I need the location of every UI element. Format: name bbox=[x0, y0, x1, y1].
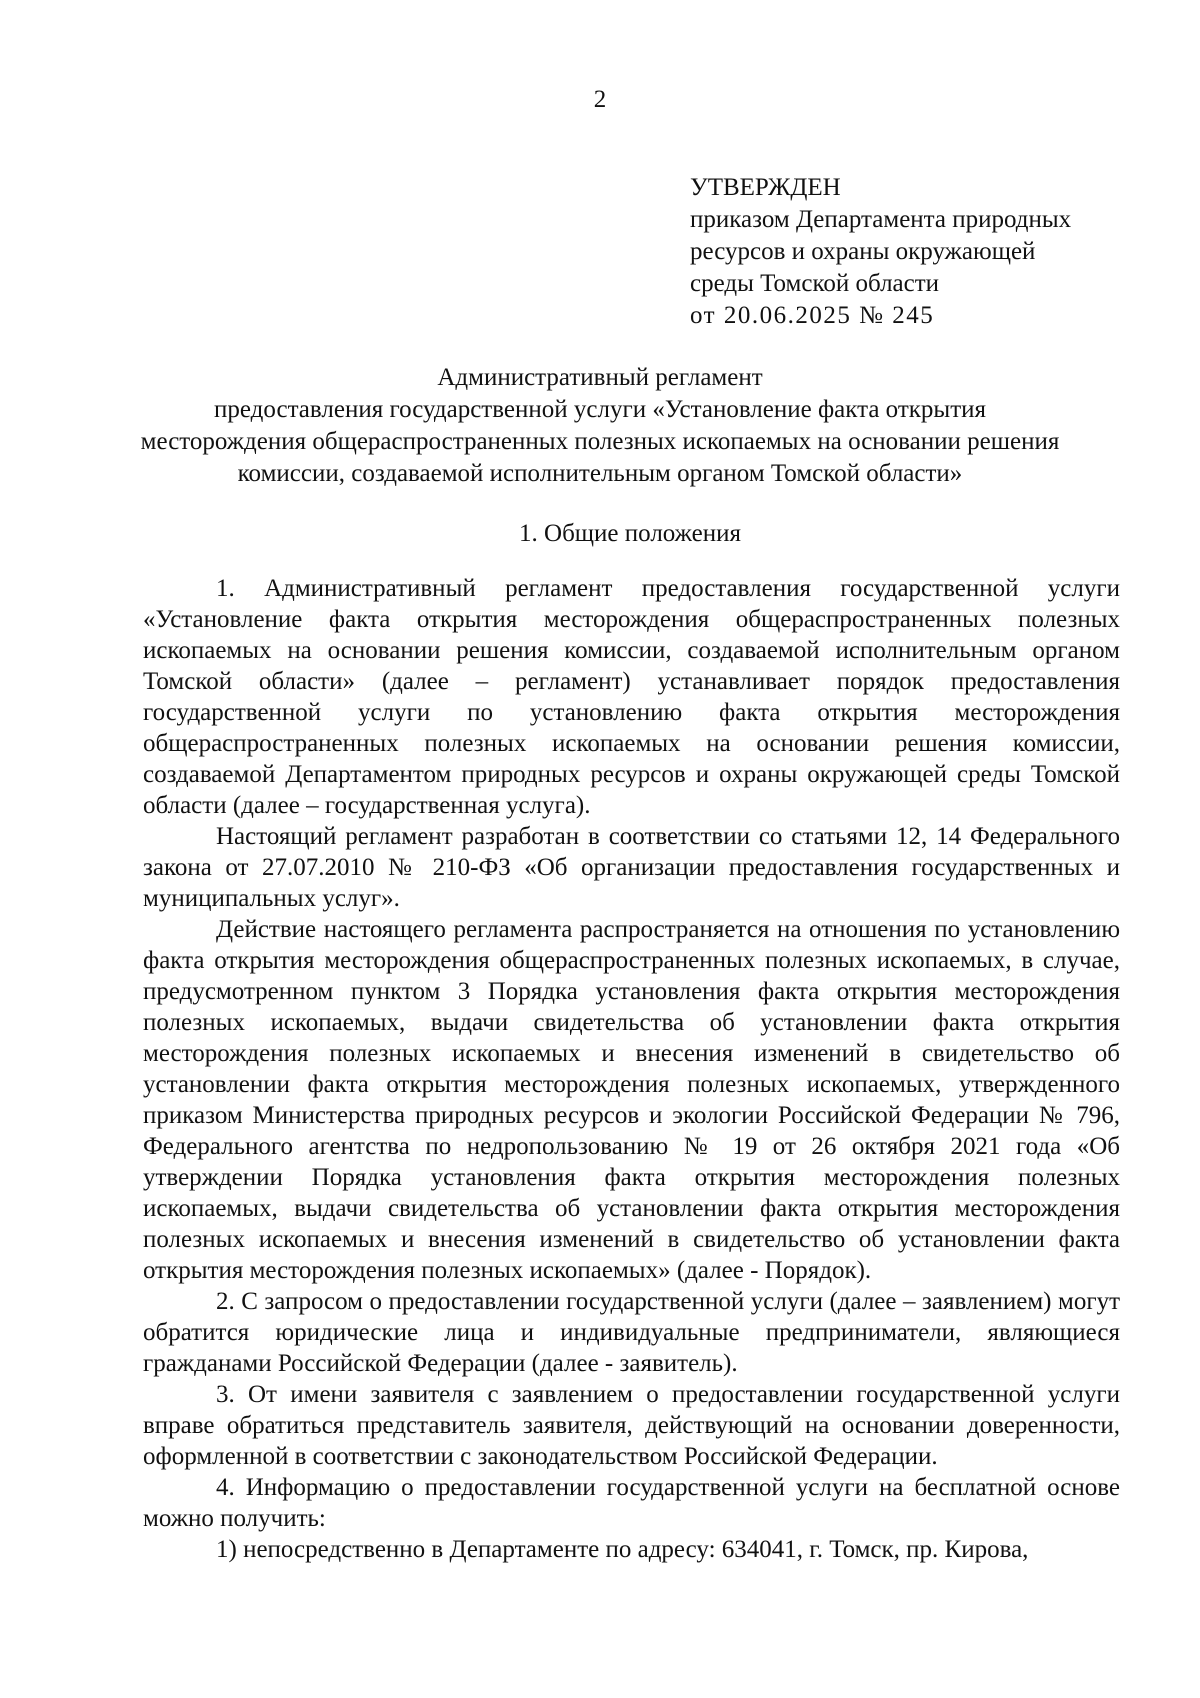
approval-stamp bbox=[690, 172, 1150, 332]
approval-heading: УТВЕРЖДЕН bbox=[690, 174, 841, 201]
paragraph-7: 1) непосредственно в Департаменте по адресу: 634041, г. Томск, пр. Кирова, bbox=[216, 1536, 1029, 1563]
paragraph-5: 3. От имени заявителя с заявлением о предоставлении государственной услуги вправе обратиться представитель заявителя, действующий на основании доверенности, оформленной в соответствии с законодательством Российской Федерации. bbox=[143, 1381, 1120, 1470]
section-heading: 1. Общие положения bbox=[519, 520, 741, 547]
title-line: Административный регламент bbox=[437, 364, 763, 391]
approval-line: ресурсов и охраны окружающей bbox=[690, 238, 1036, 265]
document-title bbox=[120, 362, 1080, 490]
paragraph-1: 1. Административный регламент предоставления государственной услуги «Установление факта открытия месторождения общераспространенных полезных ископаемых на основании решения комиссии, создаваемой исполнительным органом Томской области» (далее – регламент) устанавливает порядок предоставления государственной услуги по установлению факта открытия месторождения общераспространенных полезных ископаемых на основании решения комиссии, создаваемой Департаментом природных ресурсов и охраны окружающей среды Томской области (далее – государственная услуга). bbox=[143, 575, 1120, 819]
title-line: предоставления государственной услуги «Установление факта открытия bbox=[213, 396, 987, 423]
document-body bbox=[143, 573, 1120, 1565]
paragraph-3: Действие настоящего регламента распространяется на отношения по установлению факта открытия месторождения общераспространенных полезных ископаемых, в случае, предусмотренном пунктом 3 Порядка установления факта открытия месторождения полезных ископаемых, выдачи свидетельства об установлении факта открытия месторождения полезных ископаемых и внесения изменений в свидетельство об установлении факта открытия месторождения полезных ископаемых, утвержденного приказом Министерства природных ресурсов и экологии Российской Федерации № 796, Федерального агентства по недропользованию № 19 от 26 октября 2021 года «Об утверждении Порядка установления факта открытия месторождения полезных ископаемых, выдачи свидетельства об установлении факта открытия месторождения полезных ископаемых и внесения изменений в свидетельство об установлении факта открытия месторождения полезных ископаемых» (далее - Порядок). bbox=[143, 916, 1120, 1284]
paragraph-2: Настоящий регламент разработан в соответствии со статьями 12, 14 Федерального закона от 27.07.2010 № 210-ФЗ «Об организации предоставления государственных и муниципальных услуг». bbox=[143, 823, 1120, 912]
approval-line: приказом Департамента природных bbox=[690, 206, 1072, 233]
title-line: месторождения общераспространенных полезных ископаемых на основании решения bbox=[140, 428, 1060, 455]
approval-line: среды Томской области bbox=[690, 270, 940, 297]
approval-date: от 20.06.2025 № 245 bbox=[690, 302, 935, 329]
paragraph-6: 4. Информацию о предоставлении государственной услуги на бесплатной основе можно получить: bbox=[143, 1474, 1120, 1532]
paragraph-4: 2. С запросом о предоставлении государственной услуги (далее – заявлением) могут обратится юридические лица и индивидуальные предприниматели, являющиеся гражданами Российской Федерации (далее - заявитель). bbox=[143, 1288, 1120, 1377]
title-line: комиссии, создаваемой исполнительным органом Томской области» bbox=[237, 460, 963, 487]
page-number: 2 bbox=[593, 86, 607, 113]
